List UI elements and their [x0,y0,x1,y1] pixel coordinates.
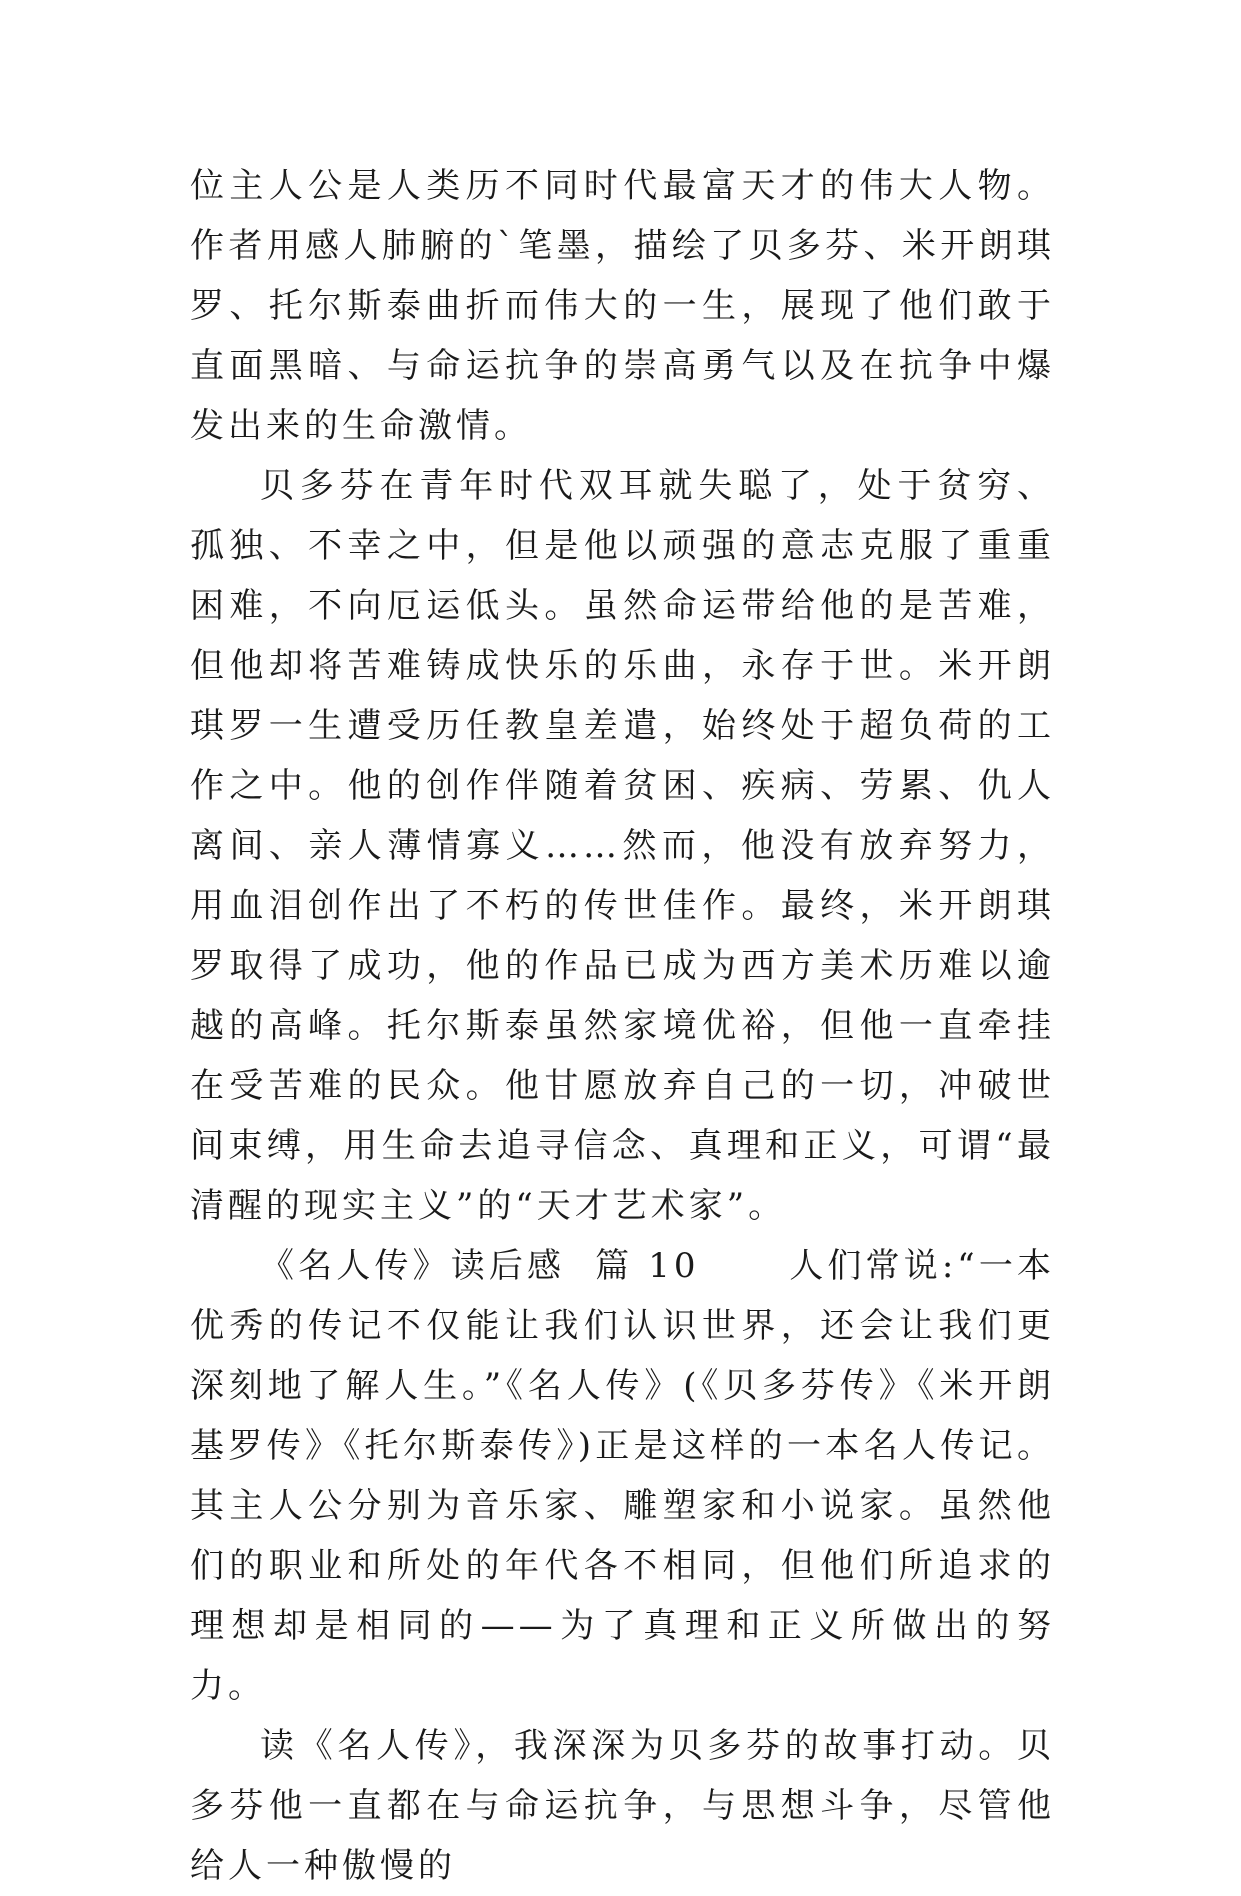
paragraph-4: 读《名人传》，我深深为贝多芬的故事打动。贝多芬他一直都在与命运抗争，与思想斗争，尽管他给人一种傲慢的 [190,1726,1055,1886]
paragraph-3: 《名人传》读后感 篇 10 人们常说:“一本优秀的传记不仅能让我们认识世界，还会让我们更深刻地了解人生。”《名人传》(《贝多芬传》《米开朗基罗传》《托尔斯泰传》)正是这样的一本名人传记。其主人公分别为音乐家、雕塑家和小说家。虽然他们的职业和所处的年代各不相同，但他们所追求的理想却是相同的——为了真理和正义所做出的努力。 [190,1246,1055,1706]
paragraph-2: 贝多芬在青年时代双耳就失聪了，处于贫穷、孤独、不幸之中，但是他以顽强的意志克服了重重困难，不向厄运低头。虽然命运带给他的是苦难，但他却将苦难铸成快乐的乐曲，永存于世。米开朗琪罗一生遭受历任教皇差遣，始终处于超负荷的工作之中。他的创作伴随着贫困、疾病、劳累、仇人离间、亲人薄情寡义……然而，他没有放弃努力，用血泪创作出了不朽的传世佳作。最终，米开朗琪罗取得了成功，他的作品已成为西方美术历难以逾越的高峰。托尔斯泰虽然家境优裕，但他一直牵挂在受苦难的民众。他甘愿放弃自己的一切，冲破世间束缚，用生命去追寻信念、真理和正义，可谓“最清醒的现实主义”的“天才艺术家”。 [190,466,1055,1226]
paragraph-1: 位主人公是人类历不同时代最富天才的伟大人物。作者用感人肺腑的`笔墨，描绘了贝多芬、米开朗琪罗、托尔斯泰曲折而伟大的一生，展现了他们敢于直面黑暗、与命运抗争的崇高勇气以及在抗争中爆发出来的生命激情。 [190,166,1055,446]
document-body [190,156,1055,1896]
